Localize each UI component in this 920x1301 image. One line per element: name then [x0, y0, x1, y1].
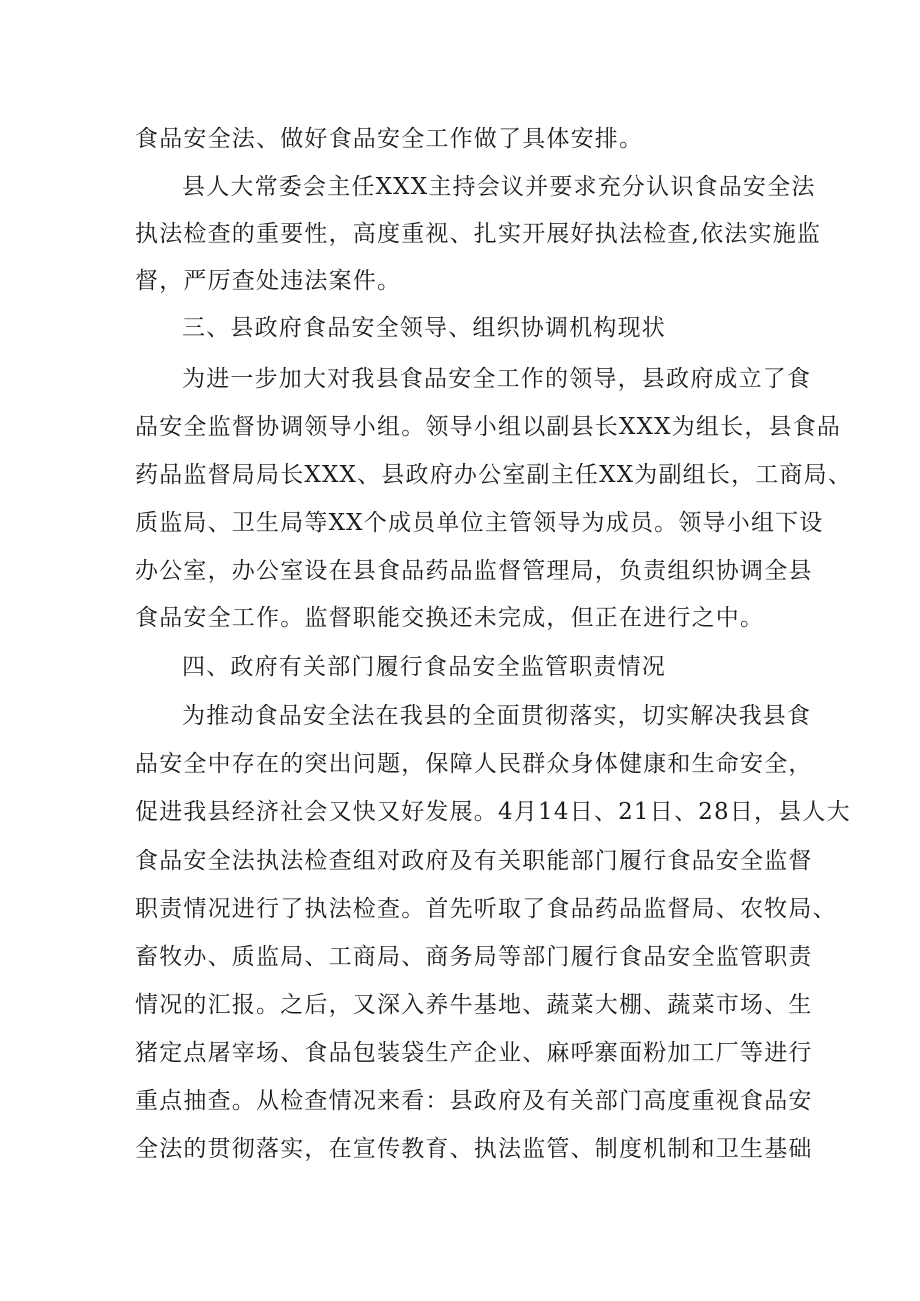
paragraph-line: 县人大常委会主任XXX主持会议并要求充分认识食品安全法	[182, 174, 816, 200]
paragraph-line: 执法检查的重要性，高度重视、扎实开展好执法检查,依法实施监	[135, 221, 822, 247]
paragraph-line: 督，严厉查处违法案件。	[135, 268, 402, 294]
paragraph-line: 食品安全工作。监督职能交换还未完成，但正在进行之中。	[135, 605, 765, 631]
paragraph-line: 品安全中存在的突出问题，保障人民群众身体健康和生命安全，	[135, 751, 813, 777]
paragraph-line: 食品安全法执法检查组对政府及有关职能部门履行食品安全监督	[135, 848, 813, 874]
paragraph-line: 重点抽查。从检查情况来看：县政府及有关部门高度重视食品安	[135, 1088, 813, 1114]
paragraph-line: 全法的贯彻落实，在宣传教育、执法监管、制度机制和卫生基础	[135, 1136, 813, 1162]
paragraph-line: 药品监督局局长XXX、县政府办公室副主任XX为副组长，工商局、	[135, 462, 853, 488]
paragraph-line: 促进我县经济社会又快又好发展。4月14日、21日、28日，县人大	[135, 799, 851, 825]
paragraph-line: 情况的汇报。之后，又深入养牛基地、蔬菜大棚、蔬菜市场、生	[135, 992, 813, 1018]
paragraph-line: 质监局、卫生局等XX个成员单位主管领导为成员。领导小组下设	[135, 510, 824, 536]
paragraph-line: 为进一步加大对我县食品安全工作的领导，县政府成立了食	[182, 366, 812, 392]
paragraph-line: 食品安全法、做好食品安全工作做了具体安排。	[135, 126, 644, 152]
paragraph-line: 职责情况进行了执法检查。首先听取了食品药品监督局、农牧局、	[135, 896, 837, 922]
paragraph-line: 猪定点屠宰场、食品包装袋生产企业、麻呼寨面粉加工厂等进行	[135, 1040, 813, 1066]
section-heading: 三、县政府食品安全领导、组织协调机构现状	[182, 315, 666, 341]
paragraph-line: 办公室，办公室设在县食品药品监督管理局，负责组织协调全县	[135, 558, 813, 584]
section-heading: 四、政府有关部门履行食品安全监管职责情况	[182, 654, 666, 680]
paragraph-line: 为推动食品安全法在我县的全面贯彻落实，切实解决我县食	[182, 703, 812, 729]
paragraph-line: 畜牧办、质监局、工商局、商务局等部门履行食品安全监管职责	[135, 944, 813, 970]
paragraph-line: 品安全监督协调领导小组。领导小组以副县长XXX为组长，县食品	[135, 414, 842, 440]
